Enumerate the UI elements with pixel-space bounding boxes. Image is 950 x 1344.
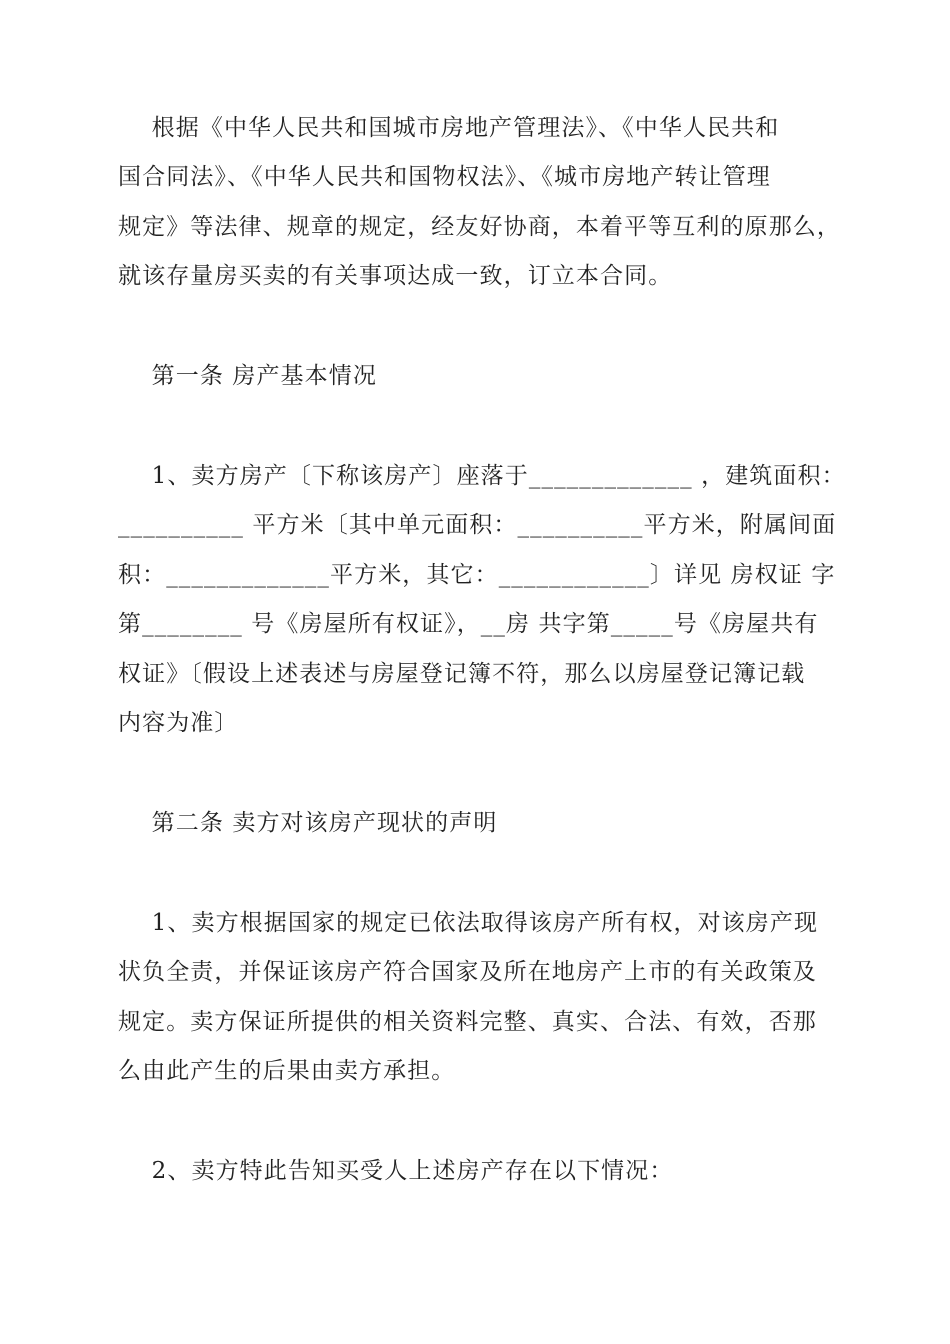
article-2-item-1-line-1: 1、卖方根据国家的规定已依法取得该房产所有权，对该房产现 [118,910,819,936]
article-2-title: 第二条 卖方对该房产现状的声明 [118,810,498,836]
preamble-line-3: 规定》等法律、规章的规定，经友好协商，本着平等互利的原那么， [118,214,841,240]
preamble-line-1: 根据《中华人民共和国城市房地产管理法》、《中华人民共和 [118,115,780,141]
article-1-item-1-line-5: 权证》〔假设上述表述与房屋登记簿不符，那么以房屋登记簿记载 [118,661,806,687]
article-1-item-1-line-3: 积：_____________平方米，其它：____________〕详见 房权证 字 [118,562,836,588]
article-2-item-1-line-2: 状负全责，并保证该房产符合国家及所在地房产上市的有关政策及 [118,959,817,985]
article-2-item-1-line-3: 规定。卖方保证所提供的相关资料完整、真实、合法、有效，否那 [118,1009,817,1035]
article-1-item-1-line-1: 1、卖方房产〔下称该房产〕座落于_____________ ，建筑面积： [118,463,846,489]
preamble-line-2: 国合同法》、《中华人民共和国物权法》、《城市房地产转让管理 [118,164,771,190]
article-1-title: 第一条 房产基本情况 [118,363,377,389]
preamble-line-4: 就该存量房买卖的有关事项达成一致，订立本合同。 [118,263,673,289]
article-1-item-1-line-4: 第________ 号《房屋所有权证》，__房 共字第_____号《房屋共有 [118,611,819,637]
article-2-item-2-line-1: 2、卖方特此告知买受人上述房产存在以下情况： [118,1158,674,1184]
article-2-item-1-line-4: 么由此产生的后果由卖方承担。 [118,1058,456,1084]
article-1-item-1-line-2: __________ 平方米〔其中单元面积：__________平方米，附属间面 [118,512,837,538]
article-1-item-1-line-6: 内容为准〕 [118,710,239,736]
